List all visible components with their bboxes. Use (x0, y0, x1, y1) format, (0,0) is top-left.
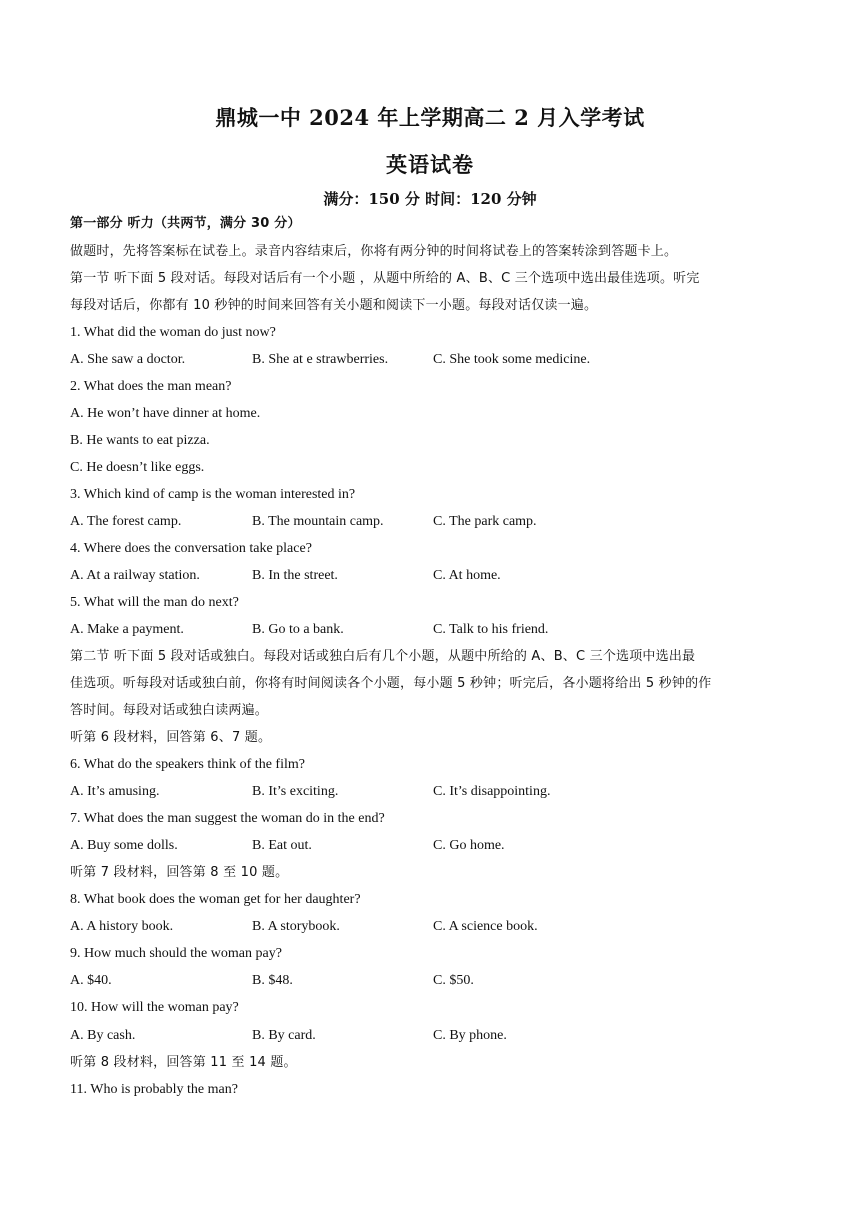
question-1-option-c: C. She took some medicine. (433, 352, 591, 367)
section2-instruction-line2: 佳选项。听每段对话或独白前，你将有时间阅读各个小题，每小题 5 秒钟；听完后，各小题将给出 5 秒钟的作 (70, 676, 712, 691)
part1-instruction: 做题时，先将答案标在试卷上。录音内容结束后，你将有两分钟的时间将试卷上的答案转涂到答题卡上。 (70, 244, 678, 259)
question-1-option-a: A. She saw a doctor. (70, 352, 186, 367)
question-6-stem: 6. What do the speakers think of the film? (70, 757, 305, 772)
question-2-option-c: C. He doesn’t like eggs. (70, 460, 205, 475)
question-6-option-b: B. It’s exciting. (252, 784, 339, 799)
question-9-stem: 9. How much should the woman pay? (70, 946, 282, 961)
question-9-option-a: A. $40. (70, 973, 112, 988)
question-8-option-a: A. A history book. (70, 919, 174, 934)
material-6-intro: 听第 6 段材料，回答第 6、7 题。 (70, 730, 272, 745)
question-8-option-b: B. A storybook. (252, 919, 340, 934)
section1-instruction-line2: 每段对话后，你都有 10 秒钟的时间来回答有关小题和阅读下一小题。每段对话仅读一遍。 (70, 298, 598, 313)
question-1-option-b: B. She at e strawberries. (252, 352, 389, 367)
section1-instruction-line1: 第一节 听下面 5 段对话。每段对话后有一个小题 ，从题中所给的 A、B、C 三个选项中选出最佳选项。听完 (70, 271, 700, 286)
question-10-option-c: C. By phone. (433, 1028, 507, 1043)
question-5-option-c: C. Talk to his friend. (433, 622, 549, 637)
question-2-stem: 2. What does the man mean? (70, 379, 232, 394)
exam-subtitle: 英语试卷 (386, 152, 474, 177)
question-5-stem: 5. What will the man do next? (70, 595, 239, 610)
question-2-option-a: A. He won’t have dinner at home. (70, 406, 261, 421)
question-4-option-b: B. In the street. (252, 568, 338, 583)
question-4-option-a: A. At a railway station. (70, 568, 200, 583)
question-3-option-b: B. The mountain camp. (252, 514, 384, 529)
question-7-stem: 7. What does the man suggest the woman do in the end? (70, 811, 385, 826)
section2-instruction-line1: 第二节 听下面 5 段对话或独白。每段对话或独白后有几个小题，从题中所给的 A、B、C 三个选项中选出最 (70, 649, 696, 664)
question-9-option-b: B. $48. (252, 973, 293, 988)
question-4-option-c: C. At home. (433, 568, 501, 583)
question-2-option-b: B. He wants to eat pizza. (70, 433, 210, 448)
question-6-option-a: A. It’s amusing. (70, 784, 160, 799)
question-7-option-b: B. Eat out. (252, 838, 312, 853)
question-10-option-b: B. By card. (252, 1028, 316, 1043)
material-7-intro: 听第 7 段材料，回答第 8 至 10 题。 (70, 865, 289, 880)
exam-meta: 满分：150 分 时间：120 分钟 (323, 190, 537, 208)
question-9-option-c: C. $50. (433, 973, 474, 988)
material-8-intro: 听第 8 段材料，回答第 11 至 14 题。 (70, 1055, 297, 1070)
question-1-stem: 1. What did the woman do just now? (70, 325, 276, 340)
question-8-option-c: C. A science book. (433, 919, 538, 934)
question-3-option-a: A. The forest camp. (70, 514, 182, 529)
question-3-option-c: C. The park camp. (433, 514, 537, 529)
question-6-option-c: C. It’s disappointing. (433, 784, 551, 799)
question-8-stem: 8. What book does the woman get for her daughter? (70, 892, 361, 907)
question-10-option-a: A. By cash. (70, 1028, 136, 1043)
question-4-stem: 4. Where does the conversation take place? (70, 541, 312, 556)
question-3-stem: 3. Which kind of camp is the woman interested in? (70, 487, 356, 502)
question-7-option-c: C. Go home. (433, 838, 505, 853)
exam-title: 鼎城一中 2024 年上学期高二 2 月入学考试 (215, 105, 645, 130)
part1-heading: 第一部分 听力（共两节，满分 30 分） (70, 216, 301, 231)
question-10-stem: 10. How will the woman pay? (70, 1000, 239, 1015)
question-5-option-b: B. Go to a bank. (252, 622, 344, 637)
question-5-option-a: A. Make a payment. (70, 622, 184, 637)
question-11-stem: 11. Who is probably the man? (70, 1082, 238, 1097)
question-7-option-a: A. Buy some dolls. (70, 838, 178, 853)
section2-instruction-line3: 答时间。每段对话或独白读两遍。 (70, 703, 269, 718)
